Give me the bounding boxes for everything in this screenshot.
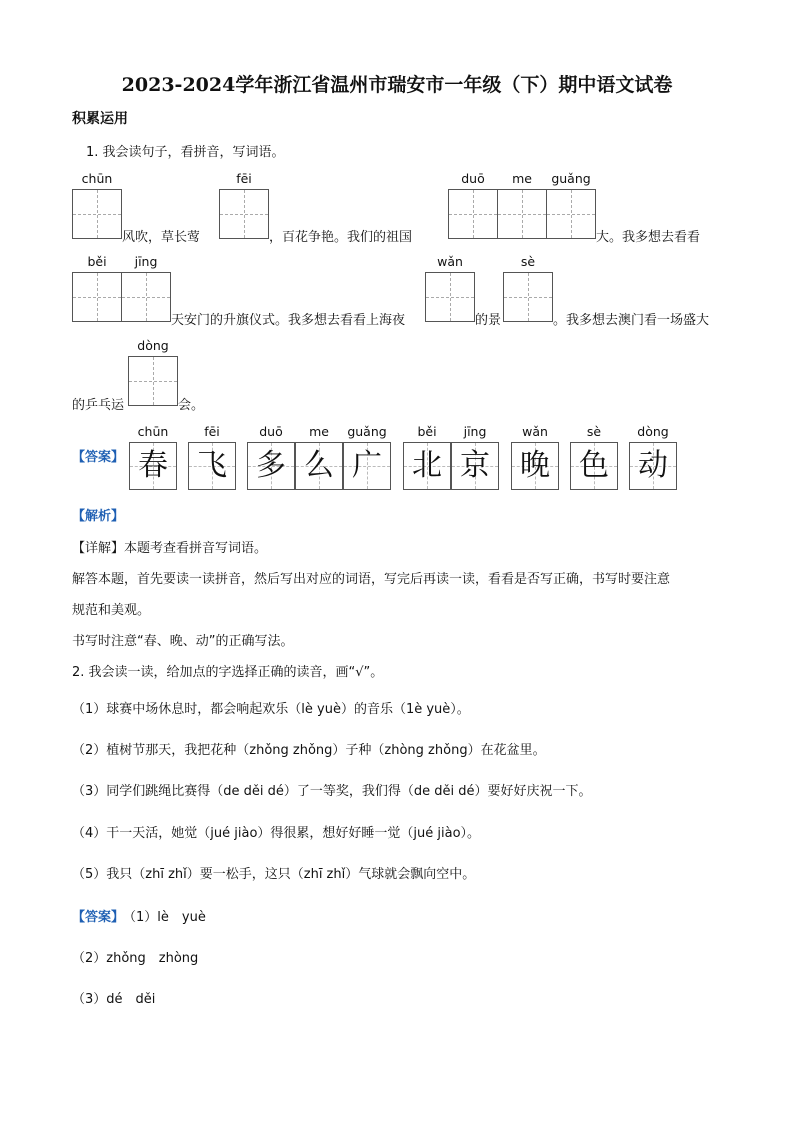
answer-char-box (570, 442, 618, 490)
writing-box[interactable] (448, 189, 498, 239)
pinyin-fei: fēi (236, 171, 252, 186)
answer-char-box (343, 442, 391, 490)
answer-label: 【答案】 (72, 910, 125, 925)
explanation-text: 解答本题，首先要读一读拼音，然后写出对应的词语，写完后再读一读，看看是否写正确，书写时要注意 (72, 572, 671, 587)
writing-box[interactable] (219, 189, 269, 239)
sentence-text: 会。 (178, 398, 205, 413)
sentence-text: 。我多想去澳门看一场盛大 (553, 313, 710, 328)
q2-answer: （1）lè yuè (123, 910, 206, 925)
answer-char-box (295, 442, 343, 490)
answer-char: 晚 (520, 448, 550, 483)
answer-char-box (403, 442, 451, 490)
sentence-text: 风吹，草长莺 (122, 230, 201, 245)
answer-char-box (247, 442, 295, 490)
answer-pinyin: duō (259, 424, 283, 439)
sentence-text: ，百花争艳。我们的祖国 (269, 230, 413, 245)
pinyin-bei: běi (87, 254, 107, 269)
writing-box[interactable] (72, 272, 122, 322)
answer-pinyin: běi (417, 424, 437, 439)
answer-pinyin: wǎn (522, 424, 548, 439)
answer-pinyin: jīng (463, 424, 487, 439)
pinyin-guang: guǎng (551, 171, 591, 186)
writing-box[interactable] (503, 272, 553, 322)
page-title: 2023-2024学年浙江省温州市瑞安市一年级（下）期中语文试卷 (121, 74, 673, 96)
pinyin-duo: duō (461, 171, 485, 186)
writing-box[interactable] (121, 272, 171, 322)
answer-char: 春 (138, 448, 168, 483)
answer-pinyin: fēi (204, 424, 220, 439)
pinyin-me: me (512, 171, 532, 186)
answer-pinyin: guǎng (347, 424, 387, 439)
pinyin-jing: jīng (134, 254, 158, 269)
pinyin-dong: dòng (137, 338, 169, 353)
answer-char-box (451, 442, 499, 490)
q2-item: （2）植树节那天，我把花种（zhǒng zhǒng）子种（zhòng zhǒng）在花盆里。 (72, 743, 546, 758)
q2-answer: （2）zhǒng zhòng (72, 951, 199, 966)
writing-box[interactable] (497, 189, 547, 239)
writing-box[interactable] (72, 189, 122, 239)
explanation-text: 书写时注意“春、晚、动”的正确写法。 (72, 634, 294, 649)
answer-char: 飞 (197, 448, 227, 483)
writing-box[interactable] (546, 189, 596, 239)
answer-char: 京 (460, 448, 490, 483)
explanation-text: 规范和美观。 (72, 603, 151, 618)
analysis-label: 【解析】 (72, 509, 125, 524)
answer-char-box (188, 442, 236, 490)
answer-pinyin: me (309, 424, 329, 439)
sentence-text: 大。我多想去看看 (596, 230, 701, 245)
writing-box[interactable] (128, 356, 178, 406)
answer-char-box (511, 442, 559, 490)
answer-char: 么 (304, 448, 334, 483)
answer-pinyin: chūn (137, 424, 169, 439)
detail-text: 【详解】本题考查看拼音写词语。 (72, 541, 268, 556)
section-heading: 积累运用 (72, 111, 128, 127)
pinyin-chun: chūn (81, 171, 113, 186)
q2-answer: （3）dé děi (72, 992, 156, 1007)
question-1-prompt: 1. 我会读句子，看拼音，写词语。 (86, 145, 285, 160)
answer-char: 色 (579, 448, 609, 483)
q2-item: （3）同学们跳绳比赛得（de děi dé）了一等奖，我们得（de děi dé）要好好庆祝一下。 (72, 784, 592, 799)
answer-pinyin: dòng (637, 424, 669, 439)
sentence-text: 的乒乓运 (72, 398, 125, 413)
question-2-prompt: 2. 我会读一读，给加点的字选择正确的读音，画“√”。 (72, 665, 384, 680)
answer-char: 动 (638, 448, 668, 483)
q2-item: （4）干一天活，她觉（jué jiào）得很累，想好好睡一觉（jué jiào）。 (72, 826, 481, 841)
sentence-text: 的景 (475, 313, 502, 328)
answer-char: 广 (352, 448, 382, 483)
sentence-text: 天安门的升旗仪式。我多想去看看上海夜 (171, 313, 406, 328)
q2-item: （1）球赛中场休息时，都会响起欢乐（lè yuè）的音乐（1è yuè）。 (72, 702, 470, 717)
answer-pinyin: sè (586, 424, 602, 439)
pinyin-wan: wǎn (437, 254, 463, 269)
answer-char-box (629, 442, 677, 490)
answer-label: 【答案】 (72, 450, 125, 465)
answer-char-box (129, 442, 177, 490)
pinyin-se: sè (520, 254, 536, 269)
writing-box[interactable] (425, 272, 475, 322)
answer-char: 多 (256, 448, 286, 483)
answer-char: 北 (412, 448, 442, 483)
q2-item: （5）我只（zhī zhǐ）要一松手，这只（zhī zhǐ）气球就会飘向空中。 (72, 867, 476, 882)
